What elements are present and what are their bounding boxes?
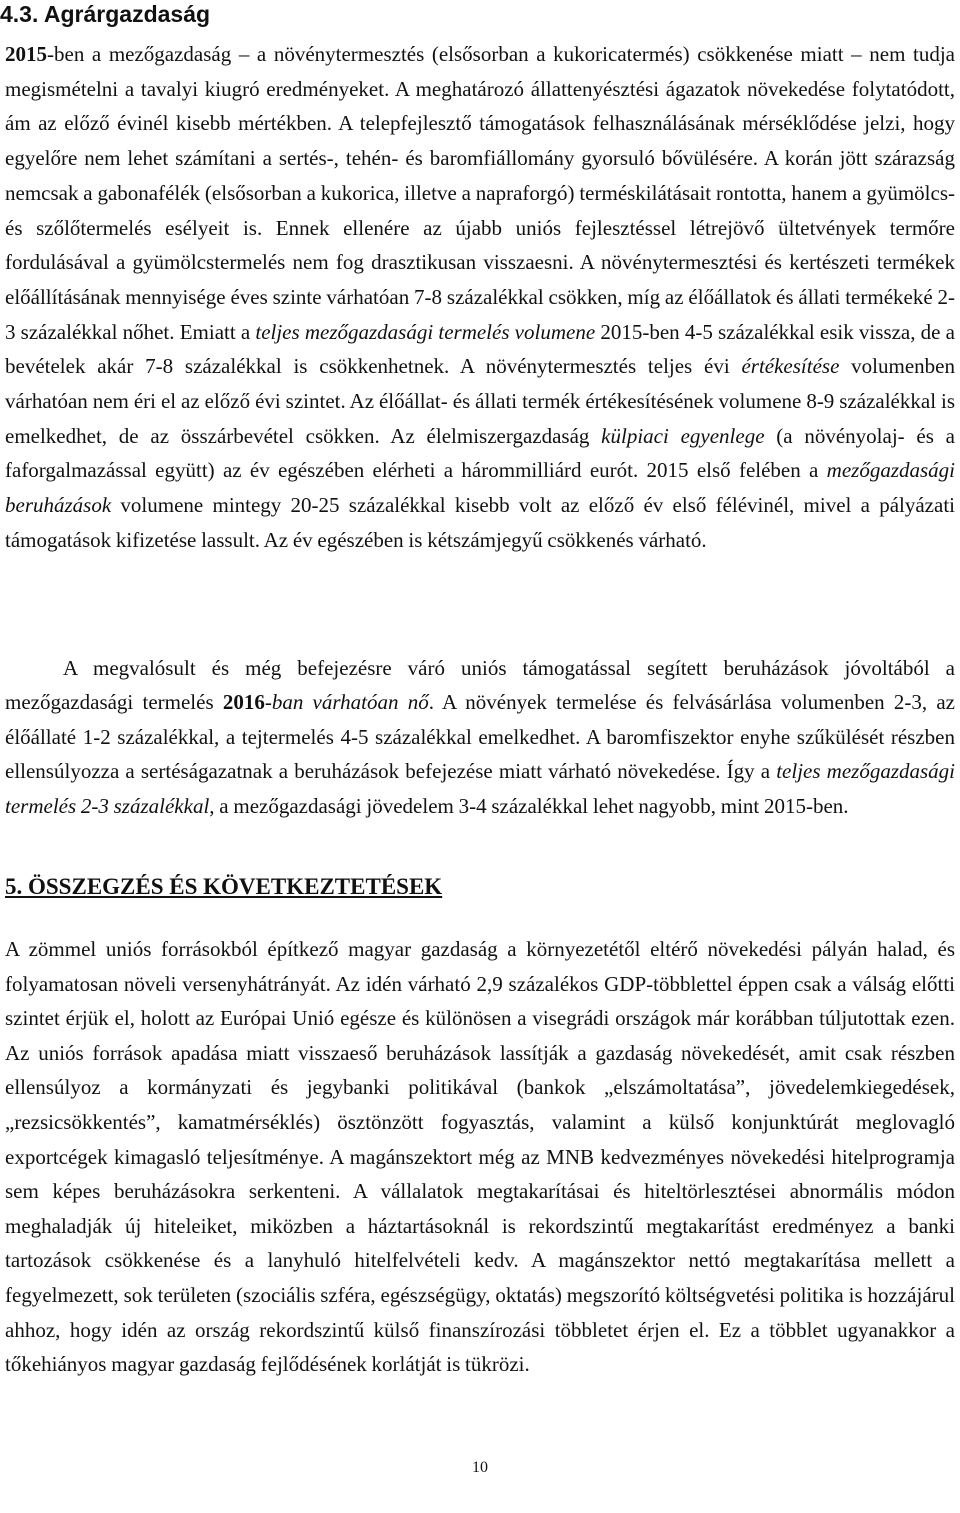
text-run: . A növények termelése és felvásárlása volumenben 2-3, az élőállaté 1-2 százalékkal, a tejtermelés 4-5 százalékkal emelkedhet. A baromfiszektor enyhe szűkülését részben ellensúlyozza a sertéságazatnak a beruházások befejezése miatt várható növekedése. Így a xyxy=(5,690,955,784)
section-paragraph-1 xyxy=(5,37,955,558)
emphasis-run: teljes mezőgazdasági termelés 2-3 százalékkal xyxy=(5,759,955,818)
emphasis-run: mezőgazdasági beruházások xyxy=(5,458,955,518)
text-run: 2015 xyxy=(5,42,47,66)
chapter-paragraph-1: A zömmel uniós forrásokból építkező magyar gazdaság a környezetétől eltérő növekedési pályán halad, és folyamatosan növeli versenyhátrányát. Az idén várható 2,9 százalékos GDP-többlettel éppen csak a válság előtti szintet érjük el, holott az Európai Unió egésze és különösen a visegrádi országok már korábban túljutottak ezen. Az uniós források apadása miatt visszaeső beruházások lassítják a gazdaság növekedését, amit csak részben ellensúlyoz a kormányzati és jegybanki politikával (bankok „elszámoltatása”, jövedelemkiegedések, „rezsicsökkentés”, kamatmérséklés) ösztönzött fogyasztás, valamint a külső konjunktúrát meglovagló exportcégek kimagasló teljesítménye. A magánszektort még az MNB kedvezményes növekedési hitelprogramja sem képes beruházásokra serkenteni. A vállalatok megtakarításai és hiteltörlesztései abnormális módon meghaladják új hiteleiket, miközben a háztartásoknál is rekordszintű megtakarítást eredményez a banki tartozások csökkenése és a lanyhuló hitelfelvételi kedv. A magánszektor nettó megtakarítása mellett a fegyelmezett, sok területen (szociális szféra, egészségügy, oktatás) megszorító költségvetési politika is hozzájárul ahhoz, hogy idén az ország rekordszintű külső finanszírozási többletet érjen el. Ez a többlet ugyanakkor a tőkehiányos magyar gazdaság fejlődésének korlátját is tükrözi. xyxy=(5,937,955,1377)
section-heading: 4.3. Agrárgazdaság xyxy=(0,1,211,27)
chapter-heading: 5. ÖSSZEGZÉS ÉS KÖVETKEZTETÉSEK xyxy=(5,874,443,899)
text-run: volumene mintegy 20-25 százalékkal kisebb volt az előző év első félévinél, mivel a pályázati támogatások kifizetése lassult. Az év egészében is kétszámjegyű csökkenés várható. xyxy=(5,493,955,552)
text-run: -ben a mezőgazdaság – a növénytermesztés (elsősorban a kukoricatermés) csökkenése miatt – nem tudja megismételni a tavalyi kiugró eredményeket. A meghatározó állattenyésztési ágazatok növekedése folytatódott, ám az előző évinél kisebb mértékben. A telepfejlesztő támogatások felhasználásának mérséklődése jelzi, hogy egyelőre nem lehet számítani a sertés-, tehén- és baromfiállomány gyorsuló bővülésére. A korán jött szárazság nemcsak a gabonafélék (elsősorban a kukorica, illetve a napraforgó) terméskilátásait rontotta, hanem a gyümölcs- és szőlőtermelés esélyeit is. Ennek ellenére az újabb uniós fejlesztéssel létrejövő ültetvények termőre fordulásával a gyümölcstermelés nem fog drasztikusan visszaesni. A növénytermesztési és kertészeti termékek előállításának mennyisége éves szinte várhatóan 7-8 százalékkal csökken, míg az élőállatok és állati termékeké 2-3 százalékkal nőhet. Emiatt a xyxy=(5,42,955,344)
emphasis-run: külpiaci egyenlege xyxy=(601,423,765,448)
text-run: volumenben várhatóan nem éri el az előző évi szintet. Az élőállat- és állati termék értékesítésének volumene 8-9 százalékkal is emelkedhet, de az összárbevétel csökken. Az élelmiszergazdaság xyxy=(5,354,955,448)
emphasis-run: -ban várhatóan nő xyxy=(264,690,429,715)
emphasis-run: értékesítése xyxy=(741,354,840,379)
text-run: A megvalósult és még befejezésre váró uniós támogatással segített beruházások jóvoltából a mezőgazdasági termelés xyxy=(5,656,955,715)
emphasis-run: teljes mezőgazdasági termelés volumene xyxy=(255,319,596,344)
bold-run: 2016 xyxy=(222,690,265,715)
text-run: 2015-ben 4-5 százalékkal esik vissza, de a bevételek akár 7-8 százalékkal is csökkenhetnek. A növénytermesztés teljes évi xyxy=(5,319,955,379)
page-number: 10 xyxy=(472,1459,488,1476)
text-run: , a mezőgazdasági jövedelem 3-4 százalékkal lehet nagyobb, mint 2015-ben. xyxy=(209,793,849,818)
text-run: (a növényolaj- és a faforgalmazással együtt) az év egészében elérheti a hárommilliárd eurót. 2015 első felében a xyxy=(5,423,955,483)
section-paragraph-2 xyxy=(5,651,955,823)
